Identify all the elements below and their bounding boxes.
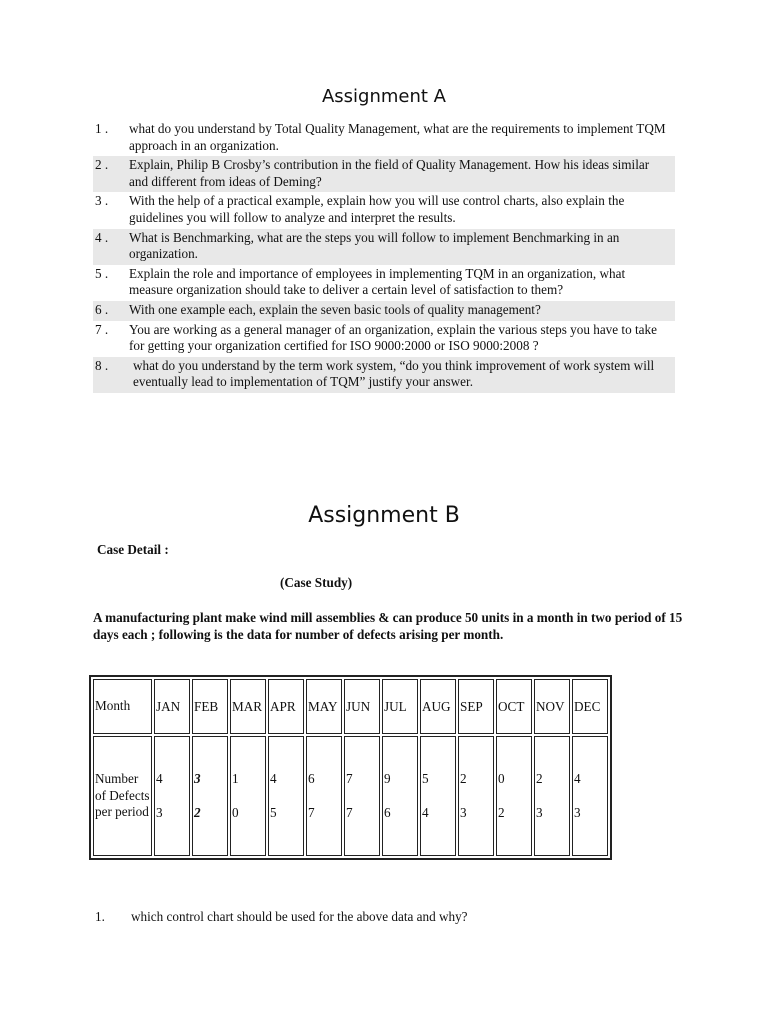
month-cell: DEC xyxy=(572,679,608,734)
assignment-a-question-list xyxy=(93,120,675,393)
month-cell: MAR xyxy=(230,679,266,734)
defect-values-cell xyxy=(268,736,304,856)
question-item xyxy=(93,156,675,192)
period2-value: 3 xyxy=(460,804,467,820)
question-item xyxy=(93,229,675,265)
period1-value: 4 xyxy=(574,770,581,786)
assignment-b-title: Assignment B xyxy=(308,503,460,528)
question-number: 3 . xyxy=(95,193,109,209)
period1-value: 4 xyxy=(270,770,277,786)
defect-values-cell xyxy=(572,736,608,856)
period2-value: 2 xyxy=(194,804,201,820)
month-cell: SEP xyxy=(458,679,494,734)
period1-value: 1 xyxy=(232,770,239,786)
defect-values-cell xyxy=(458,736,494,856)
defect-values-cell xyxy=(496,736,532,856)
month-cell: JUL xyxy=(382,679,418,734)
period2-value: 7 xyxy=(308,804,315,820)
question-text: what do you understand by the term work system, “do you think improvement of work system will eventually lead to implementation of TQM” justify your answer. xyxy=(133,357,655,390)
period2-value: 2 xyxy=(498,804,505,820)
period1-value: 2 xyxy=(460,770,467,786)
question-item xyxy=(93,265,675,301)
question-number: 4 . xyxy=(95,229,109,245)
period2-value: 0 xyxy=(232,804,239,820)
month-header-cell: Month xyxy=(93,679,152,734)
period1-value: 6 xyxy=(308,770,315,786)
defect-values-cell xyxy=(534,736,570,856)
month-cell: OCT xyxy=(496,679,532,734)
month-cell: APR xyxy=(268,679,304,734)
period1-value: 5 xyxy=(422,770,429,786)
month-cell: AUG xyxy=(420,679,456,734)
question-text: With one example each, explain the seven basic tools of quality management? xyxy=(129,301,541,317)
defects-table xyxy=(89,675,612,860)
month-cell: FEB xyxy=(192,679,228,734)
table-data-row xyxy=(93,736,608,856)
question-number: 1. xyxy=(95,909,105,924)
defect-values-cell xyxy=(306,736,342,856)
question-number: 6 . xyxy=(95,301,109,317)
defect-values-cell xyxy=(344,736,380,856)
period1-value: 3 xyxy=(194,770,201,786)
defect-values-cell xyxy=(154,736,190,856)
question-item xyxy=(93,321,675,357)
month-cell: JAN xyxy=(154,679,190,734)
month-cell: MAY xyxy=(306,679,342,734)
question-item xyxy=(93,357,675,393)
case-question-1 xyxy=(95,909,468,925)
question-item xyxy=(93,192,675,228)
period1-value: 2 xyxy=(536,770,543,786)
case-study-label: (Case Study) xyxy=(280,575,353,590)
question-number: 5 . xyxy=(95,265,109,281)
defect-values-cell xyxy=(192,736,228,856)
question-text: Explain, Philip B Crosby’s contribution in the field of Quality Management. How his ideas similar and different from ideas of Deming? xyxy=(129,157,650,189)
period1-value: 0 xyxy=(498,770,505,786)
defect-values-cell xyxy=(382,736,418,856)
case-intro-text: A manufacturing plant make wind mill assemblies & can produce 50 units in a month in two period of 15 days each ; following is the data for number of defects arising per month. xyxy=(93,610,683,642)
period2-value: 3 xyxy=(536,804,543,820)
month-cell: NOV xyxy=(534,679,570,734)
period2-value: 6 xyxy=(384,804,391,820)
question-text: What is Benchmarking, what are the steps you will follow to implement Benchmarking in an organization. xyxy=(129,229,620,262)
question-number: 8 . xyxy=(95,357,109,373)
question-text: Explain the role and importance of employees in implementing TQM in an organization, what measure organization should take to deliver a certain level of satisfaction to them? xyxy=(129,265,626,298)
question-text: what do you understand by Total Quality Management, what are the requirements to implement TQM approach in an organization. xyxy=(129,121,666,153)
period2-value: 3 xyxy=(156,804,163,820)
question-number: 1 . xyxy=(95,121,109,136)
defect-values-cell xyxy=(420,736,456,856)
table-header-row xyxy=(93,679,608,734)
month-cell: JUN xyxy=(344,679,380,734)
defect-values-cell xyxy=(230,736,266,856)
case-detail-label: Case Detail : xyxy=(97,542,169,557)
question-number: 2 . xyxy=(95,157,109,173)
question-item xyxy=(93,120,675,156)
period1-value: 7 xyxy=(346,770,353,786)
question-item xyxy=(93,301,675,321)
row-label-cell: Number of Defects per period xyxy=(93,736,152,856)
question-number: 7 . xyxy=(95,321,109,337)
question-text: which control chart should be used for the above data and why? xyxy=(131,909,468,924)
period2-value: 4 xyxy=(422,804,429,820)
question-text: With the help of a practical example, explain how you will use control charts, also explain the guidelines you will follow to analyze and interpret the results. xyxy=(129,193,625,225)
period2-value: 7 xyxy=(346,804,353,820)
period2-value: 3 xyxy=(574,804,581,820)
question-text: You are working as a general manager of an organization, explain the various steps you have to take for getting your organization certified for ISO 9000:2000 or ISO 9000:2008 ? xyxy=(129,321,657,354)
period1-value: 9 xyxy=(384,770,391,786)
period2-value: 5 xyxy=(270,804,277,820)
period1-value: 4 xyxy=(156,770,163,786)
assignment-a-title: Assignment A xyxy=(321,86,446,107)
